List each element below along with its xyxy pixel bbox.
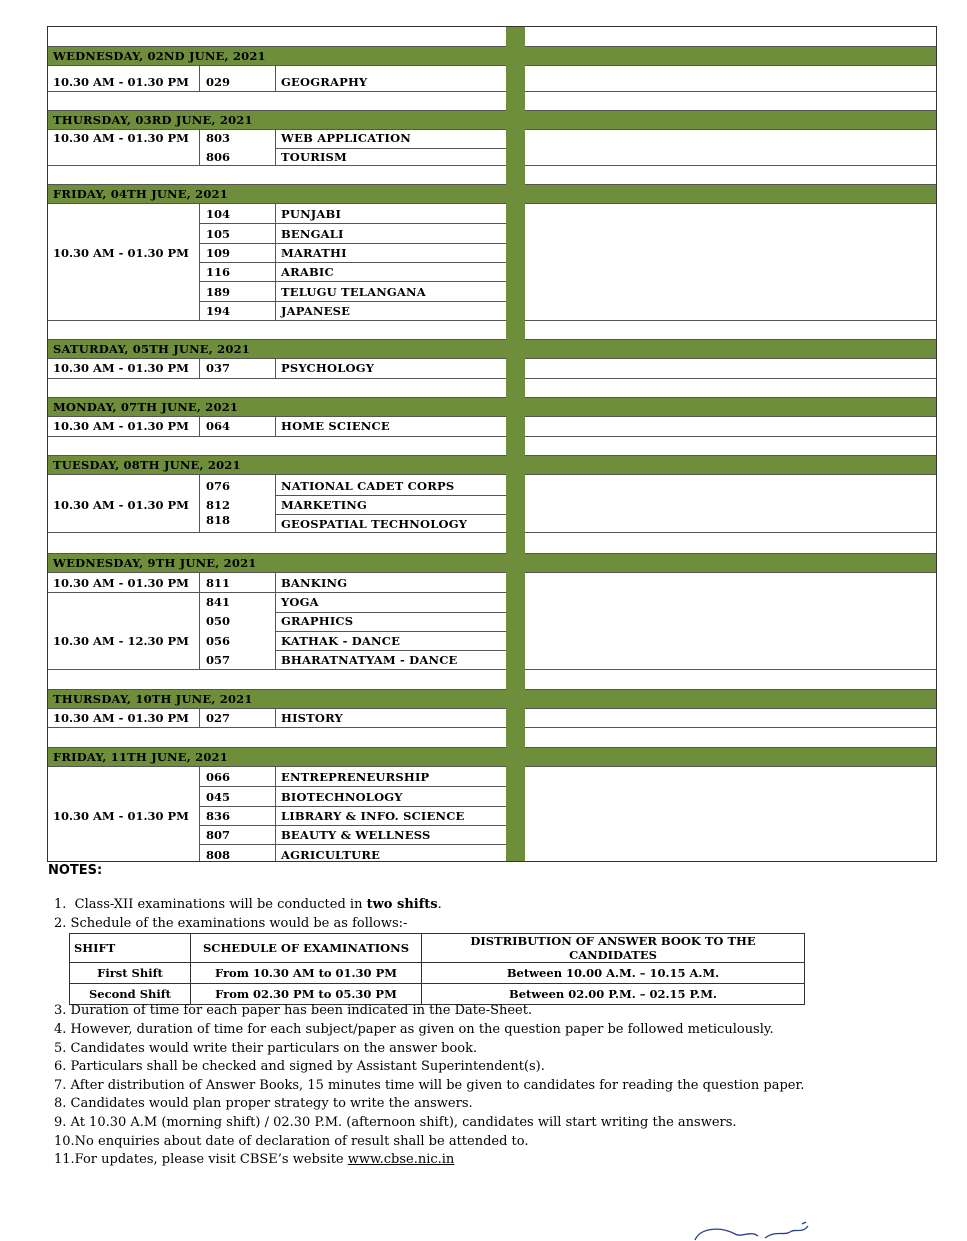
paper-subject: ARABIC: [281, 265, 334, 279]
paper-code: 807: [206, 828, 231, 842]
date-label: THURSDAY, 10TH JUNE, 2021: [53, 692, 253, 706]
paper-subject: NATIONAL CADET CORPS: [281, 479, 455, 493]
paper-code: 050: [206, 614, 231, 628]
note-2: 2. Schedule of the examinations would be as follows:-: [54, 916, 408, 931]
header-distribution: DISTRIBUTION OF ANSWER BOOK TO THE CANDIDATES: [422, 934, 805, 963]
blank-row: [48, 379, 506, 398]
paper-code: 037: [206, 361, 231, 375]
paper-row: [48, 66, 506, 92]
date-header-row: [48, 340, 506, 359]
paper-subject: LIBRARY & INFO. SCIENCE: [281, 809, 465, 823]
paper-code: 045: [206, 790, 231, 804]
blank-row: [48, 437, 506, 456]
date-header-row: [48, 47, 506, 66]
date-label: FRIDAY, 11TH JUNE, 2021: [53, 750, 228, 764]
paper-subject: PSYCHOLOGY: [281, 361, 375, 375]
paper-code: 105: [206, 227, 231, 241]
paper-subject: BHARATNATYAM - DANCE: [281, 653, 458, 667]
date-header-row: [48, 554, 506, 573]
paper-code: 076: [206, 479, 231, 493]
paper-code: 104: [206, 207, 231, 221]
paper-subject: BIOTECHNOLOGY: [281, 790, 403, 804]
note-1: [54, 896, 442, 913]
paper-subject: HOME SCIENCE: [281, 419, 390, 433]
date-header-row: [48, 398, 506, 417]
paper-code: 806: [206, 150, 231, 164]
paper-code: 836: [206, 809, 231, 823]
signature-mark: [690, 1220, 820, 1241]
paper-subject: MARKETING: [281, 498, 368, 512]
paper-code: 808: [206, 848, 231, 862]
paper-code: 029: [206, 75, 231, 89]
shift-name: Second Shift: [70, 984, 191, 1005]
green-separator-column: [506, 27, 525, 861]
note-5: 5. Candidates would write their particulars on the answer book.: [54, 1041, 478, 1056]
paper-subject: HISTORY: [281, 711, 343, 725]
time-slot: 10.30 AM - 01.30 PM: [53, 131, 189, 145]
paper-code: 841: [206, 595, 231, 609]
paper-subject: KATHAK - DANCE: [281, 634, 401, 648]
shift-distribution: Between 02.00 P.M. – 02.15 P.M.: [422, 984, 805, 1005]
paper-code: 803: [206, 131, 231, 145]
paper-row: [48, 417, 506, 437]
blank-row: [48, 533, 506, 554]
paper-subject: WEB APPLICATION: [281, 131, 411, 145]
blank-row: [48, 27, 506, 47]
date-label: WEDNESDAY, 02ND JUNE, 2021: [53, 49, 266, 63]
note-8: 8. Candidates would plan proper strategy to write the answers.: [54, 1096, 473, 1111]
notes-heading: NOTES:: [48, 863, 103, 878]
time-slot: 10.30 AM - 01.30 PM: [53, 361, 189, 375]
time-slot: 10.30 AM - 01.30 PM: [53, 246, 189, 260]
date-header-row: [48, 111, 506, 130]
date-label: WEDNESDAY, 9TH JUNE, 2021: [53, 556, 257, 570]
blank-row: [48, 166, 506, 185]
note-10: 10.No enquiries about date of declaration of result shall be attended to.: [54, 1134, 529, 1149]
paper-code: 066: [206, 770, 231, 784]
paper-row: [48, 709, 506, 728]
note-11: [54, 1151, 454, 1168]
time-slot: 10.30 AM - 01.30 PM: [53, 75, 189, 89]
paper-subject: GRAPHICS: [281, 614, 354, 628]
note-text-end: .: [437, 897, 442, 912]
blank-row: [48, 92, 506, 111]
date-sheet-table: [47, 26, 937, 862]
note-9: 9. At 10.30 A.M (morning shift) / 02.30 P.M. (afternoon shift), candidates will start writing the answers.: [54, 1115, 737, 1130]
time-slot: 10.30 AM - 01.30 PM: [53, 498, 189, 512]
blank-row: [48, 728, 506, 748]
date-header-row: [48, 748, 506, 767]
paper-code: 116: [206, 265, 231, 279]
paper-subject: YOGA: [281, 595, 319, 609]
paper-code: 057: [206, 653, 231, 667]
paper-subject: GEOGRAPHY: [281, 75, 368, 89]
paper-group: [48, 475, 506, 533]
note-7: 7. After distribution of Answer Books, 15 minutes time will be given to candidates for reading the question paper.: [54, 1078, 805, 1093]
paper-subject: BEAUTY & WELLNESS: [281, 828, 431, 842]
paper-subject: BANKING: [281, 576, 348, 590]
paper-subject: MARATHI: [281, 246, 347, 260]
paper-code: 194: [206, 304, 231, 318]
paper-row: [48, 359, 506, 379]
paper-subject: BENGALI: [281, 227, 344, 241]
time-slot: 10.30 AM - 01.30 PM: [53, 576, 189, 590]
paper-code: 811: [206, 576, 231, 590]
header-shift: SHIFT: [70, 934, 191, 963]
blank-row: [48, 321, 506, 340]
paper-group: [48, 573, 506, 670]
cbse-website-link[interactable]: www.cbse.nic.in: [347, 1152, 455, 1167]
note-text: 11.For updates, please visit CBSE’s website: [54, 1152, 348, 1167]
shift-name: First Shift: [70, 963, 191, 984]
note-6: 6. Particulars shall be checked and signed by Assistant Superintendent(s).: [54, 1059, 545, 1074]
paper-subject: GEOSPATIAL TECHNOLOGY: [281, 517, 468, 531]
note-4: 4. However, duration of time for each subject/paper as given on the question paper be followed meticulously.: [54, 1022, 774, 1037]
note-3: 3. Duration of time for each paper has been indicated in the Date-Sheet.: [54, 1003, 533, 1018]
date-header-row: [48, 185, 506, 204]
time-slot: 10.30 AM - 01.30 PM: [53, 419, 189, 433]
note-bold-text: two shifts: [366, 897, 438, 912]
header-schedule: SCHEDULE OF EXAMINATIONS: [191, 934, 422, 963]
paper-code: 818: [206, 513, 231, 527]
paper-code: 109: [206, 246, 231, 260]
date-label: THURSDAY, 03RD JUNE, 2021: [53, 113, 253, 127]
shift-schedule-table: [69, 933, 805, 1005]
paper-code: 027: [206, 711, 231, 725]
paper-code: 064: [206, 419, 231, 433]
paper-subject: JAPANESE: [281, 304, 351, 318]
note-text: Class-XII examinations will be conducted in: [74, 897, 367, 912]
paper-code: 189: [206, 285, 231, 299]
paper-code: 056: [206, 634, 231, 648]
shift-schedule: From 02.30 PM to 05.30 PM: [191, 984, 422, 1005]
date-label: FRIDAY, 04TH JUNE, 2021: [53, 187, 228, 201]
paper-group: [48, 767, 506, 861]
paper-code: 812: [206, 498, 231, 512]
paper-subject: TOURISM: [281, 150, 347, 164]
blank-row: [48, 670, 506, 690]
time-slot: 10.30 AM - 01.30 PM: [53, 711, 189, 725]
time-slot: 10.30 AM - 01.30 PM: [53, 809, 189, 823]
date-label: MONDAY, 07TH JUNE, 2021: [53, 400, 239, 414]
paper-subject: PUNJABI: [281, 207, 342, 221]
paper-subject: ENTREPRENEURSHIP: [281, 770, 430, 784]
shift-table-header: [70, 934, 805, 963]
shift-schedule: From 10.30 AM to 01.30 PM: [191, 963, 422, 984]
note-number: 1.: [54, 897, 67, 912]
paper-subject: AGRICULTURE: [281, 848, 381, 862]
date-label: TUESDAY, 08TH JUNE, 2021: [53, 458, 241, 472]
time-slot: 10.30 AM - 12.30 PM: [53, 634, 189, 648]
date-label: SATURDAY, 05TH JUNE, 2021: [53, 342, 250, 356]
shift-row: [70, 963, 805, 984]
date-header-row: [48, 456, 506, 475]
date-header-row: [48, 690, 506, 709]
paper-subject: TELUGU TELANGANA: [281, 285, 426, 299]
shift-distribution: Between 10.00 A.M. – 10.15 A.M.: [422, 963, 805, 984]
